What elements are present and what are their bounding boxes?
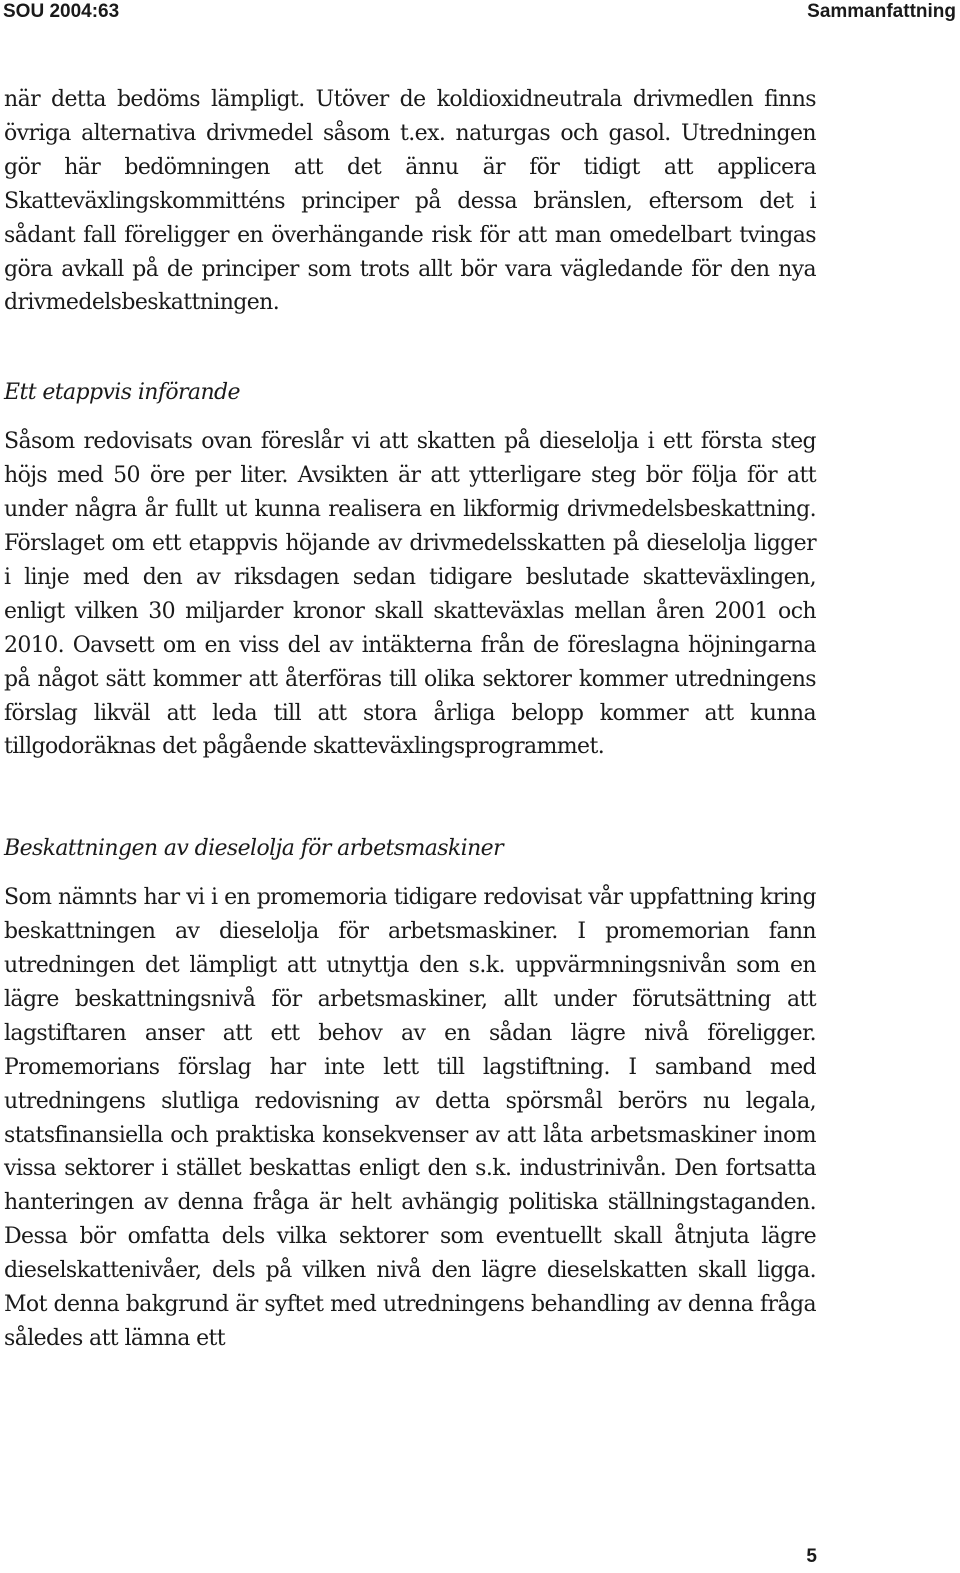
paragraph-etappvis: Såsom redovisats ovan föreslår vi att skatten på dieselolja i ett första steg höjs med 50 öre per liter. Avsikten är att ytterligare steg bör följa för att under några år fullt ut kunna realisera en likformig drivmedelsbeskattning. Förslaget om ett etappvis höjande av drivmedelsskatten på dieselolja ligger i linje med den av riksdagen sedan tidigare beslutade skatteväxlingen, enligt vilken 30 miljarder kronor skall skatteväxlas mellan åren 2001 och 2010. Oavsett om en viss del av intäkterna från de föreslagna höjningarna på något sätt kommer att återföras till olika sektorer kommer utredningens förslag likväl att leda till att stora årliga belopp kommer att kunna tillgodoräknas det pågående skatteväxlingsprogrammet. [4,429,816,760]
paragraph-intro: när detta bedöms lämpligt. Utöver de koldioxidneutrala drivmedlen finns övriga alternativa drivmedel såsom t.ex. naturgas och gasol. Utredningen gör här bedömningen att det ännu är för tidigt att applicera Skatteväxlingskommitténs principer på dessa bränslen, eftersom det i sådant fall föreligger en överhängande risk för att man omedelbart tvingas göra avkall på de principer som trots allt bör vara vägledande för den nya drivmedelsbeskattningen. [4,87,816,316]
section-title: Sammanfattning [807,1,956,22]
paragraph-arbetsmaskiner: Som nämnts har vi i en promemoria tidigare redovisat vår uppfattning kring beskattningen av dieselolja för arbetsmaskiner. I promemorian fann utredningen det lämpligt att utnyttja den s.k. uppvärmningsnivån som en lägre beskattningsnivå för arbetsmaskiner, allt under förutsättning att lagstiftaren anser att ett behov av en sådan lägre nivå föreligger. Promemorians förslag har inte lett till lagstiftning. I samband med utredningens slutliga redovisning av detta spörsmål berörs nu legala, statsfinansiella och praktiska konsekvenser av att låta arbetsmaskiner inom vissa sektorer i stället beskattas enligt den s.k. industrinivån. Den fortsatta hanteringen av denna fråga är helt avhängig politiska ställningstaganden. Dessa bör omfatta dels vilka sektorer som eventuellt skall åtnjuta lägre dieselskattenivåer, dels på vilken nivå den lägre dieselskatten skall ligga. Mot denna bakgrund är syftet med utredningens behandling av denna fråga således att lämna ett [4,885,816,1351]
document-id: SOU 2004:63 [3,1,120,22]
page-header [0,0,960,28]
heading-etappvis-inforande: Ett etappvis införande [4,380,240,406]
page-number: 5 [806,1546,817,1567]
heading-beskattningen-arbetsmaskiner: Beskattningen av dieselolja för arbetsmaskiner [4,836,503,862]
body-text [4,83,816,1356]
